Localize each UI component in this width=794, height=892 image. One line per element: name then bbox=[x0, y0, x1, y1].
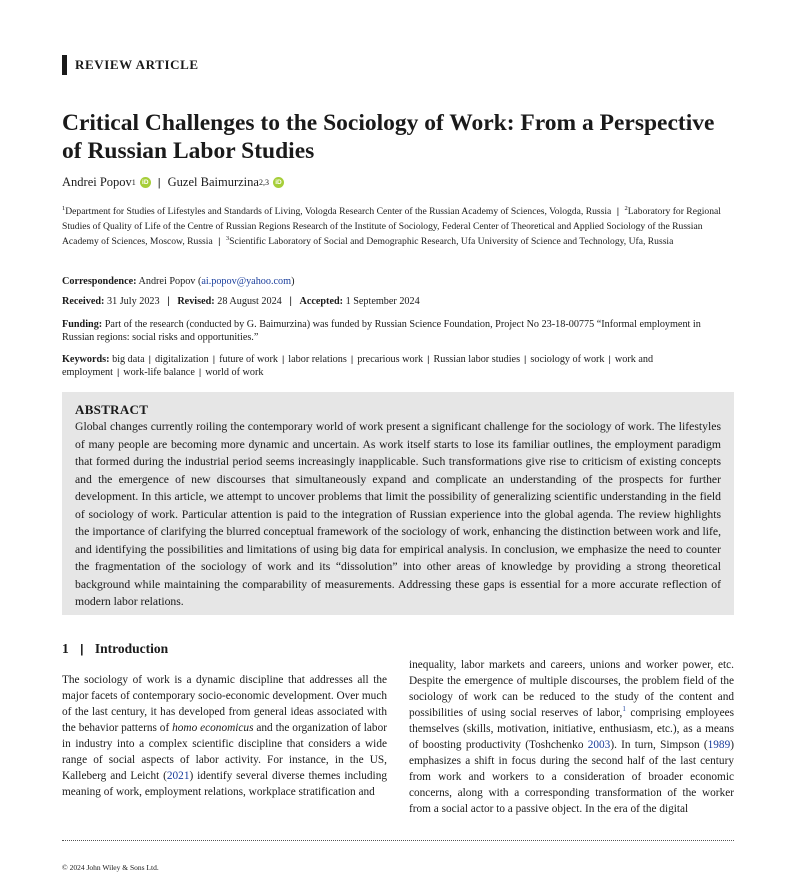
section-heading bbox=[62, 641, 168, 657]
article-type-label: REVIEW ARTICLE bbox=[75, 57, 199, 72]
abstract-heading: ABSTRACT bbox=[75, 402, 149, 417]
keyword-separator: | bbox=[427, 354, 430, 364]
keyword-item[interactable]: world of work bbox=[205, 367, 264, 378]
orcid-icon[interactable]: iD bbox=[140, 177, 151, 188]
author-separator: | bbox=[157, 176, 161, 189]
article-type-bar bbox=[62, 55, 67, 75]
keyword-item[interactable]: sociology of work bbox=[530, 354, 605, 365]
keyword-separator: | bbox=[608, 354, 611, 364]
citation-link[interactable]: 2003 bbox=[587, 739, 611, 751]
affiliation-sup: 3 bbox=[225, 234, 230, 242]
section-separator: | bbox=[80, 642, 84, 656]
section-title: Introduction bbox=[94, 641, 169, 656]
abstract-box bbox=[62, 392, 734, 615]
affiliation-sup: 1 bbox=[62, 204, 66, 212]
keywords-label: Keywords: bbox=[62, 354, 110, 365]
affiliation-text: Department for Studies of Lifestyles and Standards of Living, Vologda Research Center of the Russian Academy of Sciences, Vologda, Russia bbox=[65, 206, 612, 217]
body-text: ) identify several diverse themes including meaning of work, employment relations, workplace stratification and bbox=[62, 770, 387, 798]
body-paragraph bbox=[62, 672, 387, 800]
affiliation-separator: | bbox=[616, 206, 620, 216]
body-column-left bbox=[62, 672, 387, 800]
body-text-italic: homo economicus bbox=[172, 722, 254, 734]
keyword-separator: | bbox=[524, 354, 527, 364]
keywords-line bbox=[62, 353, 734, 379]
keyword-item[interactable]: Russian labor studies bbox=[433, 354, 521, 365]
keyword-separator: | bbox=[281, 354, 285, 364]
correspondence-label: Correspondence: bbox=[62, 276, 137, 287]
funding-line bbox=[62, 318, 734, 344]
revised-date: 28 August 2024 bbox=[217, 296, 282, 307]
body-text: and the organization of labor in industry into a complex scientific discipline that considers a wide range of social aspects of labor activity. For instance, in the US, Kalleberg and Leicht ( bbox=[62, 722, 387, 782]
author-name[interactable]: Guzel Baimurzina bbox=[167, 175, 259, 189]
keyword-separator: | bbox=[116, 367, 120, 377]
author-list: Andrei Popov 1 iD | Guzel Baimurzina 2,3 iD bbox=[62, 175, 284, 190]
received-label: Received: bbox=[62, 296, 105, 307]
date-separator: | bbox=[167, 296, 170, 307]
body-column-right bbox=[409, 657, 734, 817]
body-text: ). In turn, Simpson ( bbox=[610, 739, 708, 751]
body-text: ) emphasizes a shift in focus during the second half of the last century from work and workers to a consideration of broader economic concerns, along with a corresponding transformation of the worker from a social actor to a passive object. In the era of the digital bbox=[409, 739, 734, 815]
author-name[interactable]: Andrei Popov bbox=[62, 175, 132, 189]
affiliation-sup: 2 bbox=[624, 204, 628, 212]
keyword-item[interactable]: work and employment bbox=[62, 354, 654, 378]
correspondence-email-link[interactable]: ai.popov@yahoo.com bbox=[201, 276, 292, 287]
date-separator: | bbox=[289, 296, 292, 307]
keyword-separator: | bbox=[148, 354, 151, 364]
keyword-separator: | bbox=[350, 354, 354, 364]
keyword-item[interactable]: work-life balance bbox=[123, 367, 195, 378]
keyword-separator: | bbox=[212, 354, 216, 364]
keyword-item[interactable]: precarious work bbox=[357, 354, 424, 365]
citation-link[interactable]: 2021 bbox=[166, 770, 190, 782]
body-text: The sociology of work is a dynamic discipline that addresses all the major facets of contemporary socio-economic development. Over much of the last century, it has developed from general ideas associated with the behavior patterns of bbox=[62, 674, 387, 734]
copyright-footer: © 2024 John Wiley & Sons Ltd. bbox=[62, 863, 159, 872]
body-paragraph bbox=[409, 657, 734, 817]
article-type-row bbox=[62, 55, 199, 75]
affiliation-text: Scientific Laboratory of Social and Demographic Research, Ufa University of Science and Technology, Ufa, Russia bbox=[229, 236, 674, 247]
funding-label: Funding: bbox=[62, 319, 103, 330]
correspondence-name: Andrei Popov bbox=[138, 276, 196, 287]
revised-label: Revised: bbox=[177, 296, 215, 307]
affiliations bbox=[62, 204, 734, 249]
funding-text: Part of the research (conducted by G. Baimurzina) was funded by Russian Science Foundation, Project No 23-18-00775 “Informal employment in Russian regions: social risks and opportunities.” bbox=[62, 319, 701, 343]
received-date: 31 July 2023 bbox=[106, 296, 160, 307]
abstract-text: Global changes currently roiling the contemporary world of work present a significant challenge for the sociology of work. The lifestyles of many people are becoming more dynamic and uncertain. As work itself starts to lose its familiar outlines, the employment paradigm that formed during the industrial period seems increasingly inapplicable. Such transformations give rise to criticism of existing concepts and the emergence of new discourses that simultaneously expand and complicate an understanding of the prospects for further development. In this article, we attempt to uncover problems that limit the possibility of generalizing scientific understanding in the field of sociology of work. Particular attention is paid to the integration of Russian experience into the global agenda. The review highlights the importance of clarifying the blurred conceptual framework of the sociology of work, enhancing the distinction between work and life, and identifying the possibilities and limitations of using big data for empirical analysis. In conclusion, we emphasize the need to counter the fragmentation of the sociology of work and its “dissolution” into other areas of knowledge by providing a strong theoretical background while maintaining the comparability of measurements. Addressing these gaps is essential for a more accurate reflection of modern labor relations. bbox=[75, 420, 721, 608]
dates-line bbox=[62, 295, 734, 308]
body-text: inequality, labor markets and careers, unions and worker power, etc. Despite the emergence of multiple discourses, the problem field of the sociology of work can be reduced to the study of the content and possibilities of using social reserves of labor, bbox=[409, 659, 734, 719]
orcid-icon[interactable]: iD bbox=[273, 177, 284, 188]
keyword-list bbox=[62, 354, 653, 378]
keyword-separator: | bbox=[198, 367, 202, 377]
section-number: 1 bbox=[62, 641, 69, 656]
correspondence-line: Correspondence: Andrei Popov (ai.popov@yahoo.com) bbox=[62, 276, 295, 287]
citation-link[interactable]: 1989 bbox=[707, 739, 731, 751]
accepted-label: Accepted: bbox=[299, 296, 344, 307]
footer-divider bbox=[62, 840, 734, 841]
affiliation-separator: | bbox=[218, 236, 221, 246]
accepted-date: 1 September 2024 bbox=[345, 296, 420, 307]
body-text: comprising employees themselves (skills, motivation, initiative, enthusiasm, etc.), as a means of boosting productivity (Toshchenko bbox=[409, 707, 734, 751]
footnote-link[interactable]: 1 bbox=[622, 705, 626, 714]
keyword-item[interactable]: labor relations bbox=[288, 354, 347, 365]
affiliation-text: Laboratory for Regional Studies of Quality of Life of the Centre of Russian Regions Research of the Institute of Sociology, Federal Center of Theoretical and Applied Sociology of the Russian Academy of Sciences, Moscow, Russia bbox=[62, 206, 721, 247]
keyword-item[interactable]: big data bbox=[112, 354, 145, 365]
keyword-item[interactable]: future of work bbox=[219, 354, 278, 365]
article-title: Critical Challenges to the Sociology of Work: From a Perspective of Russian Labor Studies bbox=[62, 110, 715, 164]
keyword-item[interactable]: digitalization bbox=[154, 354, 209, 365]
